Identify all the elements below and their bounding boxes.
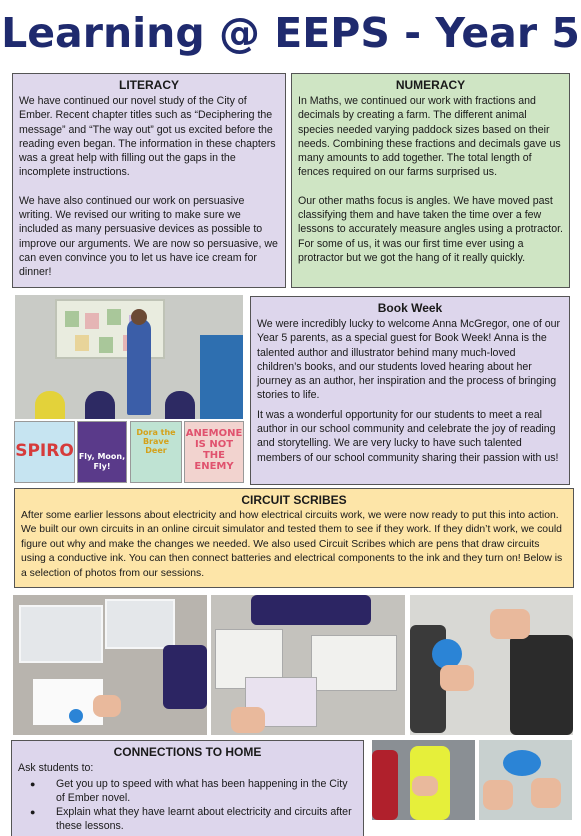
component-tray: [19, 605, 103, 663]
connections-list: [18, 777, 357, 833]
blue-fan-component: [503, 750, 541, 776]
literacy-paragraph-1: We have continued our novel study of the City of Ember. Recent chapter titles such as “Deciphering the message” and “The way out” got us excited before the reading even began. The information in these chapters was a great help with filling out the gaps in the incomplete instructions.: [19, 95, 276, 179]
circuit-board: [311, 635, 397, 691]
connections-item-2: ● Explain what they have learnt about electricity and circuits after these lessons.: [18, 805, 357, 833]
circuit-photo-5: [479, 740, 572, 820]
book-cover-fly-moon-fly: Fly, Moon, Fly!: [77, 421, 127, 483]
student: [35, 391, 65, 419]
circuit-photo-2: [211, 595, 405, 735]
numeracy-paragraph-1: In Maths, we continued our work with fractions and decimals by creating a farm. The different animal species needed varying paddock sizes based on their needs. Combining these fractions and decimals gave us many amounts to add together. The total length of fences required on our farms surprised us.: [298, 95, 561, 179]
connections-item-1: ● Get you up to speed with what has been happening in the City of Ember novel.: [18, 777, 357, 805]
circuit-scribes-heading: CIRCUIT SCRIBES: [241, 493, 347, 507]
student: [165, 391, 195, 419]
connections-section: [11, 740, 364, 836]
book-cover-anemone: ANEMONE IS NOT THE ENEMY: [184, 421, 244, 483]
book-cover-dora: Dora the Brave Deer: [130, 421, 182, 483]
component-tray: [105, 599, 175, 649]
circuit-photo-4: [372, 740, 475, 820]
student: [85, 391, 115, 419]
page-title: Learning @ EEPS - Year 5: [1, 9, 580, 57]
book-cover-spiro: SPIRO: [14, 421, 75, 483]
literacy-paragraph-2: We have also continued our work on persuasive writing. We revised our writing to make sure we included as many persuasive devices as possible to improve our arguments. We are now so persuasive, we can even convince you to let us have ice cream for dinner!: [19, 194, 278, 279]
bookshelf: [200, 335, 243, 419]
connections-heading: CONNECTIONS TO HOME: [113, 745, 262, 759]
numeracy-heading: NUMERACY: [395, 78, 466, 92]
hand: [412, 776, 438, 796]
student-sleeve: [372, 750, 398, 820]
student-sleeve: [163, 645, 207, 709]
author-figure: [127, 319, 151, 415]
connections-intro: Ask students to:: [18, 762, 94, 774]
student-sleeves: [251, 595, 371, 625]
numeracy-section: [291, 73, 570, 288]
hand: [440, 665, 474, 691]
hand: [531, 778, 561, 808]
blue-component: [69, 709, 83, 723]
hand: [490, 609, 530, 639]
hand: [231, 707, 265, 733]
book-week-section: [250, 296, 570, 485]
book-week-paragraph-2: It was a wonderful opportunity for our students to meet a real author in our school community and celebrate the joy of reading and storytelling. We are very lucky to have such talented members of our school community sharing their passion with us!: [257, 408, 559, 464]
circuit-scribes-text: After some earlier lessons about electricity and how electrical circuits work, we were now ready to put this into action. We built our own circuits in an online circuit simulator and tested them to see if they work. If they didn’t work, we could figure out why and make the changes we needed. We also used Circuit Scribes which are pens that draw circuits using a conductive ink. You can then connect batteries and electrical components to the ink and they turn on! Below is a selection of photos from our sessions.: [21, 510, 563, 579]
book-week-heading: Book Week: [377, 301, 443, 315]
circuit-photo-3: [410, 595, 573, 735]
circuit-scribes-section: [14, 488, 574, 588]
hand: [483, 780, 513, 810]
hand: [93, 695, 121, 717]
circuit-photo-1: [13, 595, 207, 735]
literacy-section: [12, 73, 286, 288]
student-sleeve: [510, 635, 573, 735]
book-week-author-photo: [15, 295, 243, 419]
literacy-heading: LITERACY: [119, 78, 179, 92]
author-head: [131, 309, 147, 325]
book-week-paragraph-1: We were incredibly lucky to welcome Anna McGregor, one of our Year 5 parents, as a special guest for Book Week! Anna is the talented author and illustrator behind many much-loved children’s books, and our students loved hearing about her journey as an author, her inspiration and the process of bringing stories to life.: [257, 318, 561, 402]
numeracy-paragraph-2: Our other maths focus is angles. We have moved past classifying them and have taken the time over a few lessons to accurately measure angles using a protractor. For some of us, it was our first time ever using a protractor but we got the hang of it really quickly.: [298, 194, 563, 264]
